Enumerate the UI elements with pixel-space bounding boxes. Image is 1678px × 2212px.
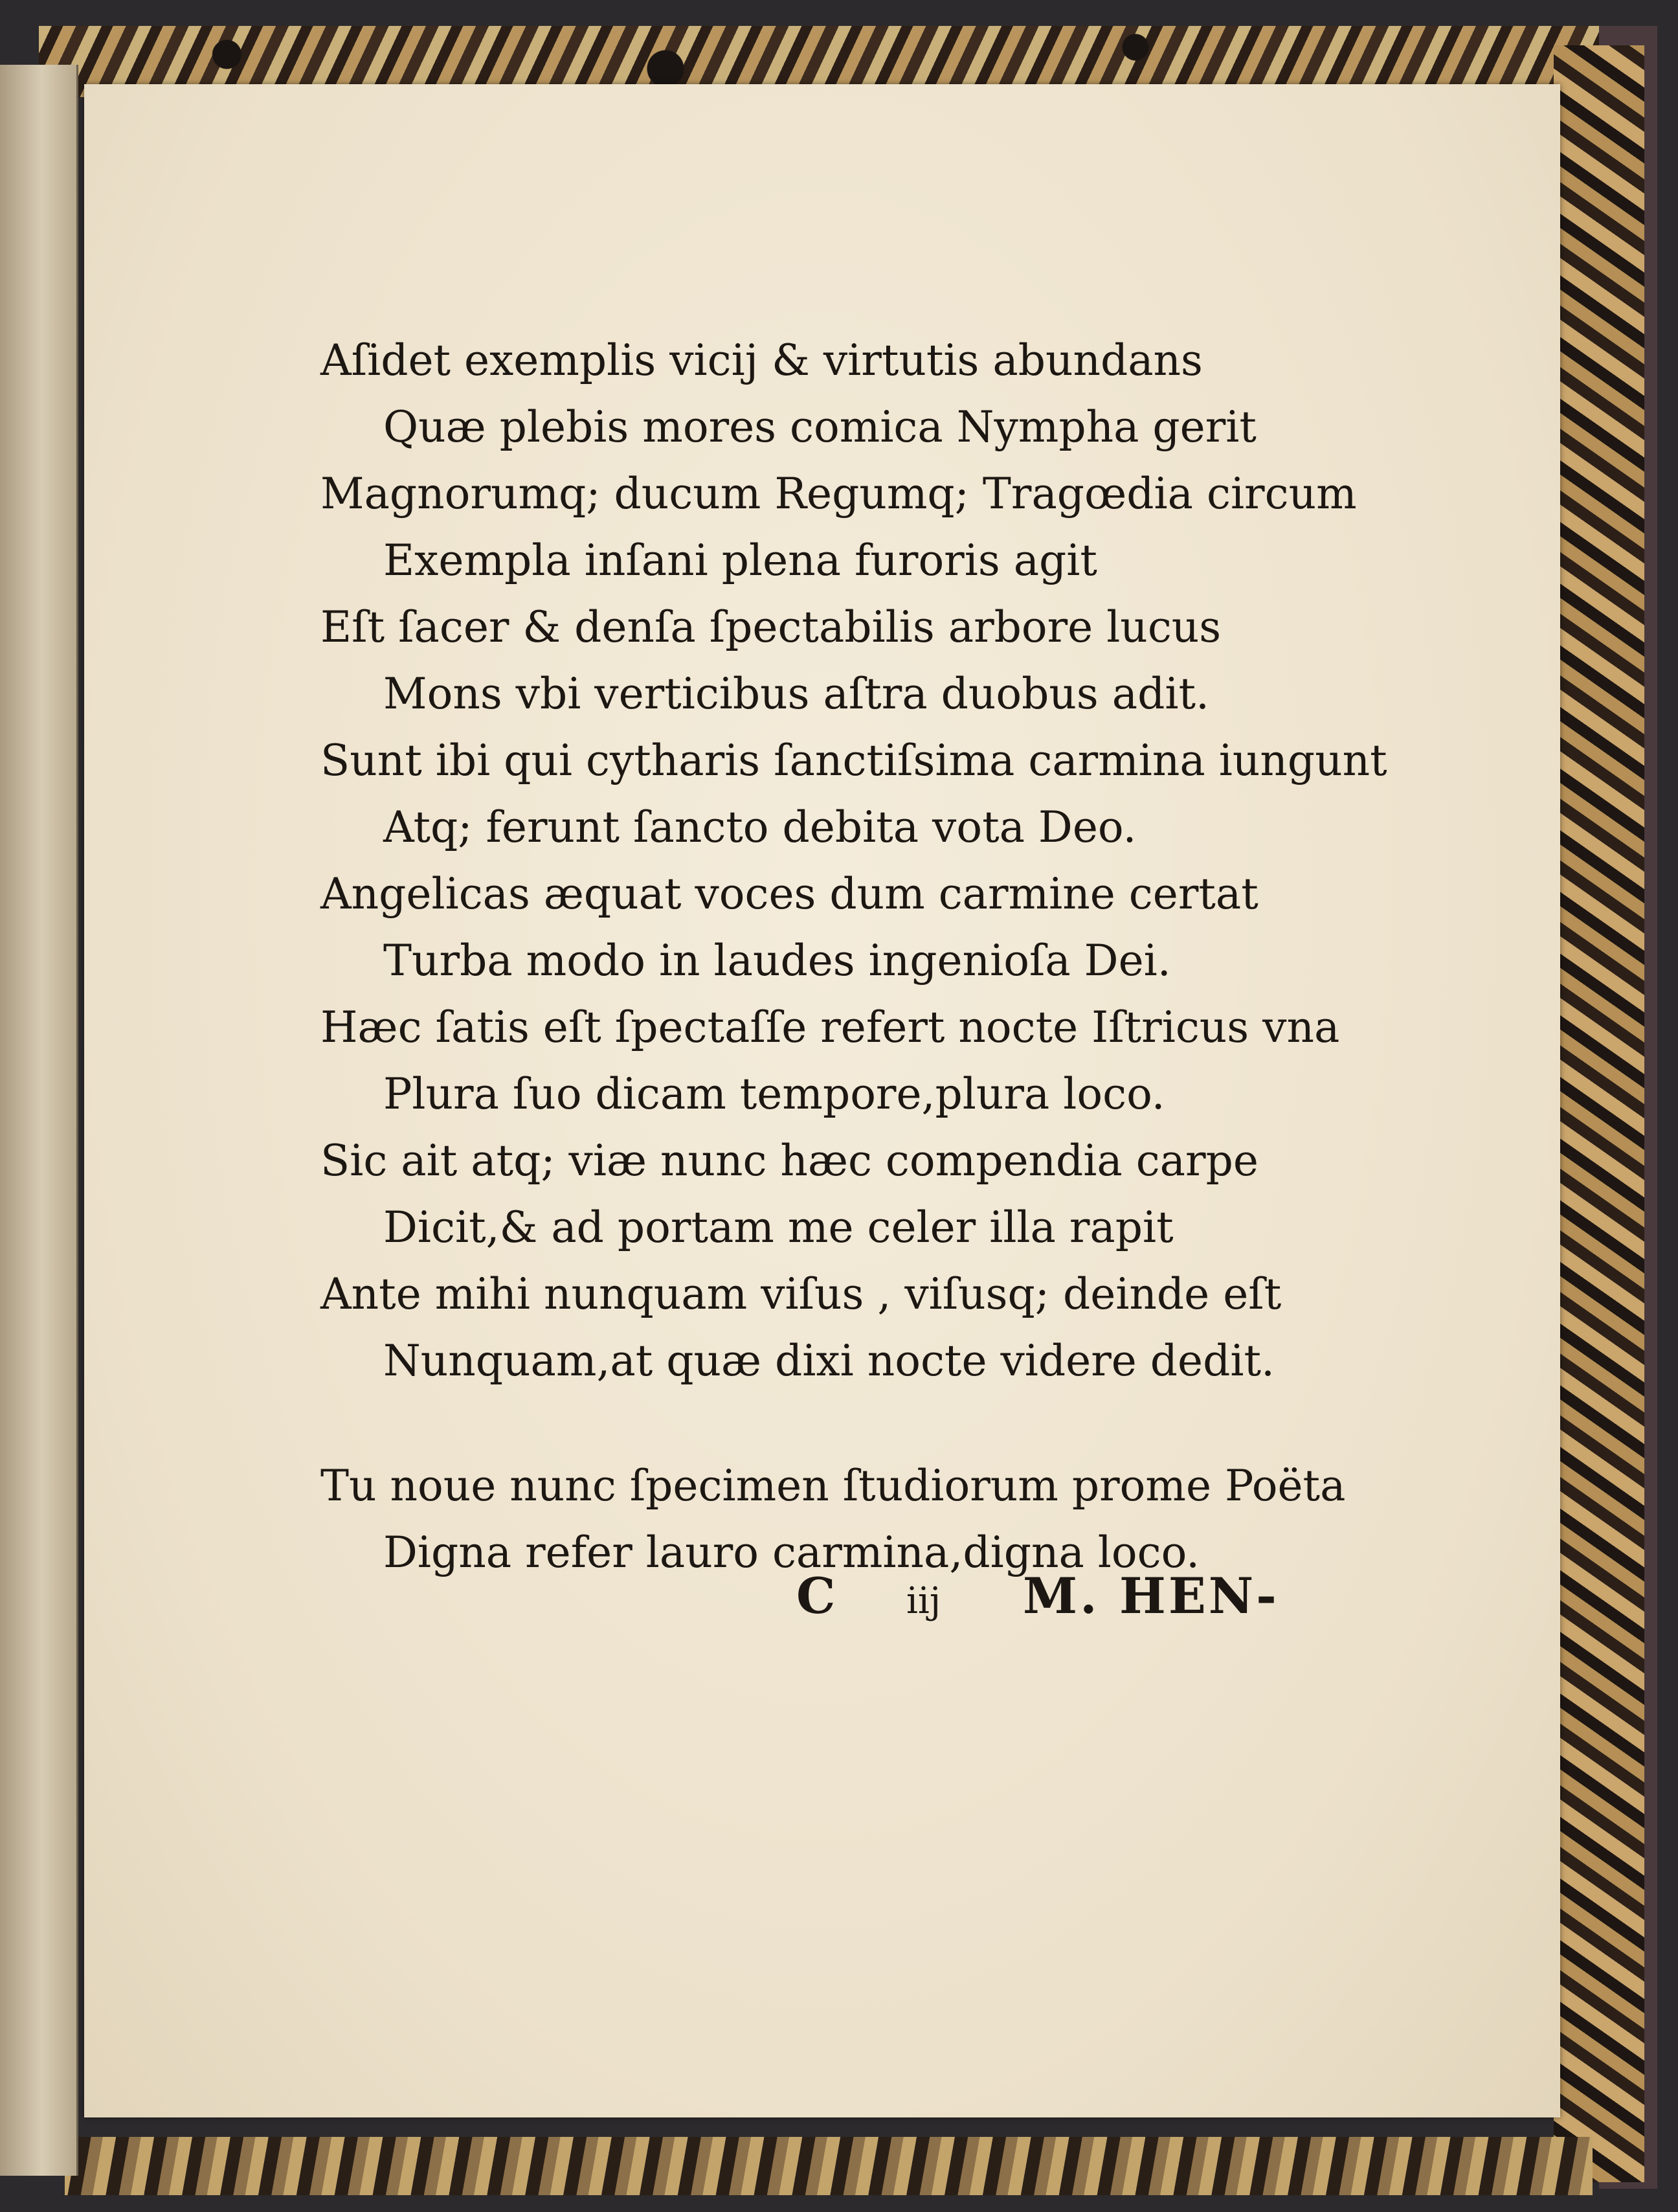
book-page: [84, 84, 1560, 2117]
verse-line: Nunquam,at quæ dixi nocte videre dedit.: [383, 1336, 1275, 1386]
stanza-gap: [320, 1394, 1387, 1452]
verse-line: Magnorumq; ducum Regumq; Tragœdia circum: [320, 469, 1357, 519]
foliation-number: iij: [906, 1580, 941, 1622]
poem-text: [320, 327, 1387, 1586]
verse-line: Sunt ibi qui cytharis ſanctiſsima carmina iungunt: [320, 736, 1387, 785]
verse-line: Plura ſuo dicam tempore,plura loco.: [383, 1069, 1165, 1119]
catchword: M. HEN-: [1023, 1567, 1279, 1625]
marbled-binding-right: [1554, 45, 1644, 2182]
marbled-binding-bottom: [65, 2137, 1593, 2195]
verse-line: Atq; ferunt ſancto debita vota Deo.: [383, 802, 1137, 852]
verse-line: Angelicas æquat voces dum carmine certat: [320, 869, 1258, 919]
verse-line: Mons vbi verticibus aſtra duobus adit.: [383, 669, 1209, 719]
signature-mark: C: [796, 1567, 836, 1625]
verse-line: Turba modo in laudes ingenioſa Dei.: [383, 936, 1171, 986]
page-footer: [796, 1567, 1279, 1625]
verse-line: Aſidet exemplis vicij & virtutis abundans: [320, 335, 1203, 385]
facing-page-edge: [0, 65, 78, 2176]
verse-line: Sic ait atq; viæ nunc hæc compendia carpe: [320, 1136, 1258, 1186]
verse-line: Exempla inſani plena furoris agit: [383, 536, 1097, 585]
verse-line: Dicit,& ad portam me celer illa rapit: [383, 1202, 1174, 1252]
verse-line: Quæ plebis mores comica Nympha gerit: [383, 402, 1257, 452]
verse-line: Hæc ſatis eſt ſpectaſſe refert nocte Iſtricus vna: [320, 1002, 1340, 1052]
verse-line: Ante mihi nunquam viſus , viſusq; deinde eſt: [320, 1269, 1282, 1319]
verse-line: Eſt ſacer & denſa ſpectabilis arbore lucus: [320, 602, 1222, 652]
closing-verse-line: Digna refer lauro carmina,digna loco.: [383, 1528, 1200, 1577]
closing-verse-line: Tu noue nunc ſpecimen ſtudiorum prome Poëta: [320, 1461, 1346, 1511]
